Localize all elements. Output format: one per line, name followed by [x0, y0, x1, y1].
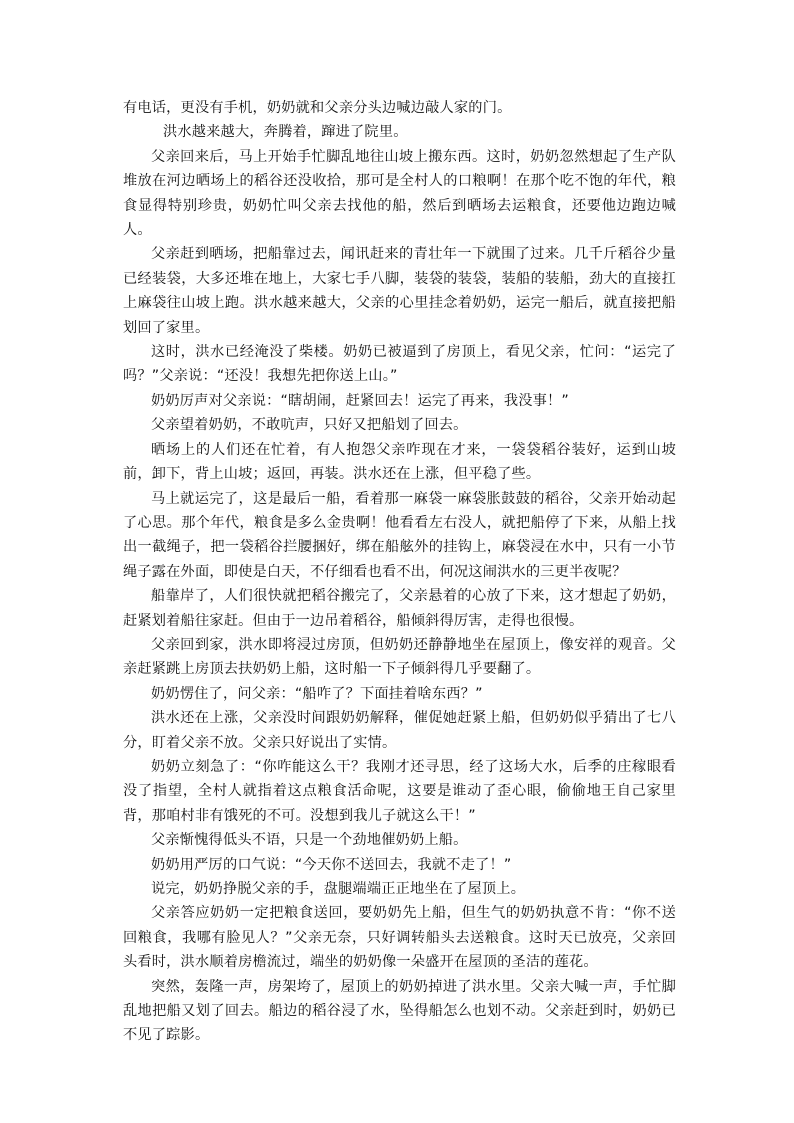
- paragraph-12: 奶奶愣住了，问父亲：“船咋了？下面挂着啥东西？”: [151, 685, 483, 702]
- paragraph-7: 父亲望着奶奶，不敢吭声，只好又把船划了回去。: [151, 417, 468, 434]
- paragraph-1: 有电话，更没有手机，奶奶就和父亲分头边喊边敲人家的门。: [123, 100, 512, 116]
- paragraph-2: 洪水越来越大，奔腾着，蹿进了院里。: [163, 124, 408, 141]
- paragraph-17: 说完，奶奶挣脱父亲的手，盘腿端端正正地坐在了屋顶上。: [151, 881, 526, 897]
- paragraph-13: 洪水还在上涨，父亲没时间跟奶奶解释，催促她赶紧上船，但奶奶似乎猜出了七八分，盯着父亲不放。父亲只好说出了实情。: [123, 710, 676, 751]
- paragraph-5: 这时，洪水已经淹没了柴楼。奶奶已被逼到了房顶上，看见父亲，忙问：“运完了吗？”父亲说：“还没！我想先把你送上山。”: [123, 344, 676, 385]
- paragraph-14: 奶奶立刻急了：“你咋能这么干？我刚才还寻思，经了这场大水，后季的庄稼眼看没了指望，全村人就指着这点粮食活命呢，这要是谁动了歪心眼，偷偷地王自己家里背，那咱村非有饿死的不可。没想到我儿子就这么干！”: [123, 758, 676, 824]
- document-page: [123, 96, 676, 1048]
- paragraph-6: 奶奶厉声对父亲说：“瞎胡闹，赶紧回去！运完了再来，我没事！”: [151, 392, 569, 409]
- paragraph-9: 马上就运完了，这是最后一船，看着那一麻袋一麻袋胀鼓鼓的稻谷，父亲开始动起了心思。那个年代，粮食是多么金贵啊！他看看左右没人，就把船停了下来，从船上找出一截绳子，把一袋稻谷拦腰捆好，绑在船舷外的挂钩上，麻袋浸在水中，只有一小节绳子露在外面，即使是白天，不仔细看也看不出，何况这闹洪水的三更半夜呢？: [123, 490, 676, 580]
- paragraph-11: 父亲回到家，洪水即将浸过房顶，但奶奶还静静地坐在屋顶上，像安祥的观音。父亲赶紧跳上房顶去扶奶奶上船，这时船一下子倾斜得几乎要翻了。: [123, 636, 676, 678]
- paragraph-18: 父亲答应奶奶一定把粮食送回，要奶奶先上船，但生气的奶奶执意不肯：“你不送回粮食，我哪有脸见人？”父亲无奈，只好调转船头去送粮食。这时天已放亮，父亲回头看时，洪水顺着房檐流过，端坐的奶奶像一朵盛开在屋顶的圣洁的莲花。: [123, 905, 676, 971]
- paragraph-10: 船靠岸了，人们很快就把稻谷搬完了，父亲悬着的心放了下来，这才想起了奶奶，赶紧划着船往家赶。但由于一边吊着稻谷，船倾斜得厉害，走得也很慢。: [123, 588, 676, 629]
- paragraph-3: 父亲回来后，马上开始手忙脚乱地往山坡上搬东西。这时，奶奶忽然想起了生产队堆放在河边晒场上的稻谷还没收拾，那可是全村人的口粮啊！在那个吃不饱的年代，粮食显得特别珍贵，奶奶忙叫父亲去找他的船，然后到晒场去运粮食，还要他边跑边喊人。: [123, 148, 676, 239]
- paragraph-8: 晒场上的人们还在忙着，有人抱怨父亲咋现在才来，一袋袋稻谷装好，运到山坡前，卸下，背上山坡；返回，再装。洪水还在上涨，但平稳了些。: [123, 441, 676, 483]
- paragraph-19: 突然，轰隆一声，房架垮了，屋顶上的奶奶掉进了洪水里。父亲大喊一声，手忙脚乱地把船又划了回去。船边的稻谷浸了水，坠得船怎么也划不动。父亲赶到时，奶奶已不见了踪影。: [123, 978, 676, 1044]
- paragraph-4: 父亲赶到晒场，把船靠过去，闻讯赶来的青壮年一下就围了过来。几千斤稻谷少量已经装袋，大多还堆在地上，大家七手八脚，装袋的装袋，装船的装船，劲大的直接扛上麻袋往山坡上跑。洪水越来越大，父亲的心里挂念着奶奶，运完一船后，就直接把船划回了家里。: [123, 246, 676, 336]
- paragraph-15: 父亲惭愧得低头不语，只是一个劲地催奶奶上船。: [151, 832, 468, 849]
- paragraph-16: 奶奶用严厉的口气说：“今天你不送回去，我就不走了！”: [151, 856, 512, 873]
